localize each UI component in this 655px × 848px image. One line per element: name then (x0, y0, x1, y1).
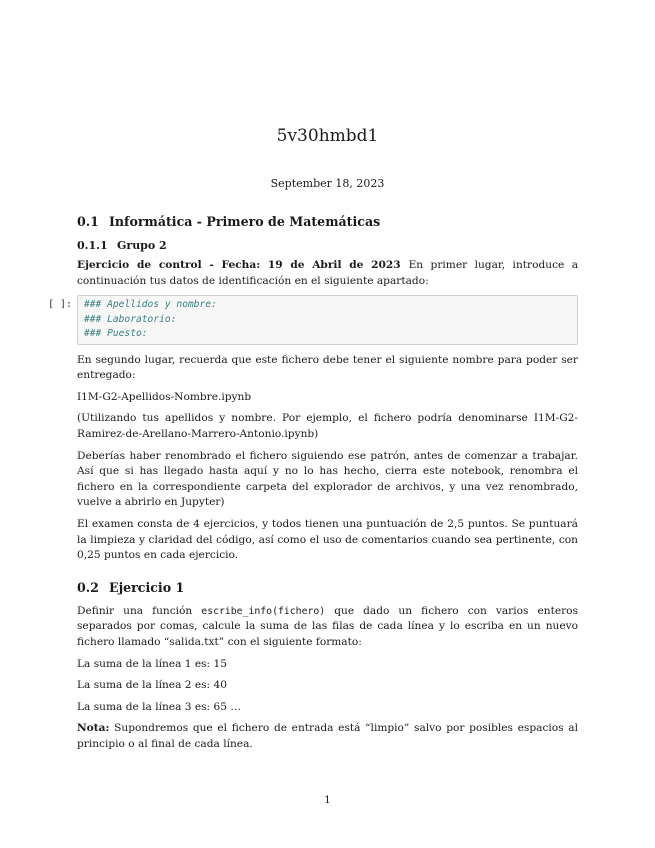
definition-paragraph (77, 604, 578, 651)
section-title: Informática - Primero de Matemáticas (109, 214, 381, 229)
exam-title: Ejercicio de control - Fecha: 19 de Abril de 2023 (77, 259, 401, 271)
intro-text: En primer lugar, introduce a continuación tus datos de identificación en el siguiente apartado: (77, 259, 579, 287)
note-paragraph (77, 721, 578, 752)
second-paragraph: En segundo lugar, recuerda que este fichero debe tener el siguiente nombre para poder ser entregado: (77, 353, 578, 382)
document-date: September 18, 2023 (270, 177, 385, 190)
format-line: La suma de la línea 2 es: 40 (77, 679, 227, 692)
filename-paragraph: I1M-G2-Apellidos-Nombre.ipynb (77, 390, 252, 403)
section-number: 0.2 (77, 579, 99, 595)
code-input[interactable] (77, 295, 578, 345)
cell-prompt: [ ]: (48, 299, 73, 311)
subsection-number: 0.1.1 (77, 239, 108, 252)
rename-paragraph: Deberías haber renombrado el fichero siguiendo ese patrón, antes de comenzar a trabajar. Así que si has llegado hasta aquí y no lo has hecho, cierra este notebook, renombra el fichero en la correspondiente carpeta del explorador de archivos, y una vez renombrado, vuelve a abrirlo en Jupyter) (77, 449, 578, 509)
definition-text: Definir una función (77, 604, 193, 617)
note-text: Supondremos que el fichero de entrada está “limpio” salvo por posibles espacios al principio o al final de cada línea. (77, 722, 578, 750)
format-line: La suma de la línea 3 es: 65 … (77, 700, 241, 713)
subsection-title: Grupo 2 (117, 239, 167, 252)
function-name-code: escribe_info(fichero) (201, 605, 326, 617)
document-title: 5v30hmbd1 (276, 126, 379, 146)
definition-text: que dado un fichero con varios enteros separados por comas, calcule la suma de las filas de cada línea y lo escriba en un nuevo fichero llamado “salida.txt” con el siguiente formato: (77, 604, 578, 648)
code-line: ### Puesto: (84, 328, 148, 340)
section-title: Ejercicio 1 (109, 579, 185, 595)
section-number: 0.1 (77, 214, 99, 229)
format-line: La suma de la línea 1 es: 15 (77, 657, 227, 670)
page-number: 1 (324, 794, 331, 806)
code-cell[interactable] (48, 295, 578, 345)
exam-paragraph: El examen consta de 4 ejercicios, y todos tienen una puntuación de 2,5 puntos. Se puntuará la limpieza y claridad del código, así como el uso de comentarios cuando sea pertinente, con 0,25 puntos en cada ejercicio. (77, 518, 578, 562)
code-line: ### Apellidos y nombre: (84, 299, 217, 311)
intro-paragraph (77, 258, 578, 289)
section-heading-ejercicio (77, 580, 578, 596)
code-line: ### Laboratorio: (84, 313, 177, 325)
example-paragraph: (Utilizando tus apellidos y nombre. Por ejemplo, el fichero podría denominarse I1M-G2-Ramirez-de-Arellano-Marrero-Antonio.ipynb) (77, 412, 578, 441)
note-label: Nota: (77, 722, 110, 735)
subsection-heading-grupo (77, 238, 578, 253)
document-body (48, 214, 579, 759)
section-heading-informatica (77, 214, 578, 230)
